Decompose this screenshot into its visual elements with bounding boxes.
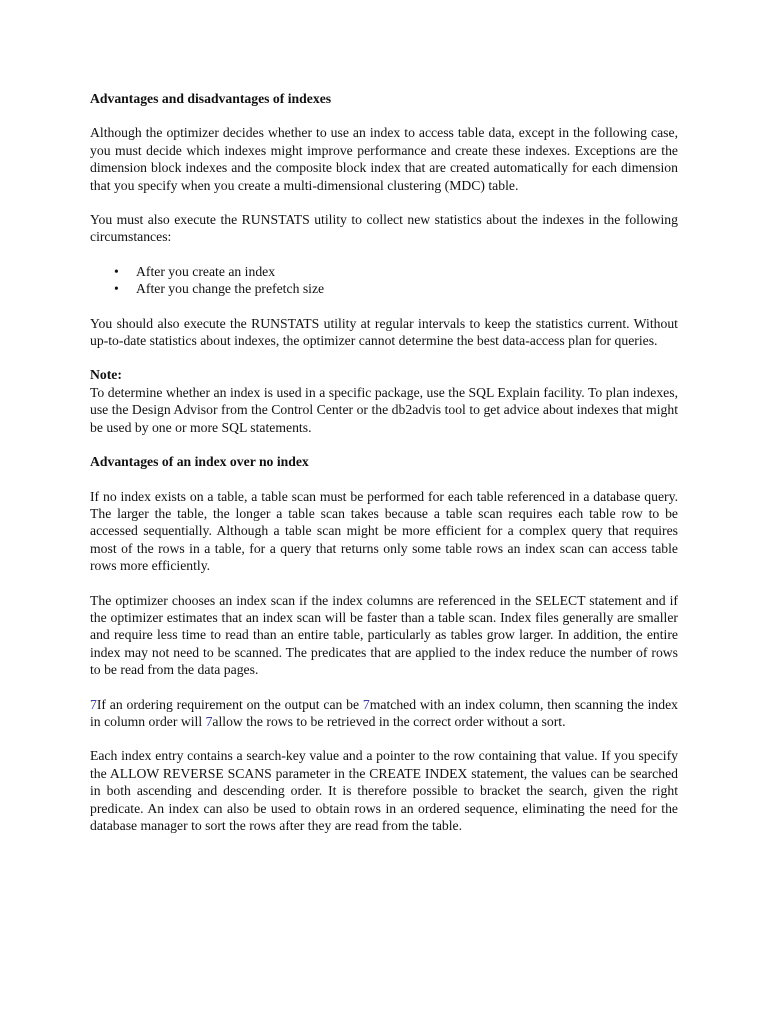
bullet-icon: • <box>114 263 119 279</box>
footnote-marker: 7 <box>362 696 370 712</box>
ordering-text-part1: If an ordering requirement on the output can be <box>96 696 363 712</box>
paragraph-optimizer-intro: Although the optimizer decides whether to use an index to access table data, except in the following case, you must decide which indexes might improve performance and create these indexes. Exceptions are the dimension block indexes and the composite block index that are created automatically for each dimension that you specify when you create a multi-dimensional clustering (MDC) table. <box>90 125 678 193</box>
list-item-text: After you change the prefetch size <box>136 281 325 297</box>
footnote-marker: 7 <box>205 713 213 729</box>
paragraph-index-entry: Each index entry contains a search-key value and a pointer to the row containing that value. If you specify the ALLOW REVERSE SCANS parameter in the CREATE INDEX statement, the values can be searched in both ascending and descending order. It is therefore possible to bracket the search, given the right predicate. An index can also be used to obtain rows in an ordered sequence, eliminating the need for the database manager to sort the rows after they are read from the table. <box>90 748 678 833</box>
note-label: Note: <box>90 367 122 383</box>
document-page <box>90 90 678 851</box>
heading-advantages-disadvantages: Advantages and disadvantages of indexes <box>90 91 332 106</box>
bullet-list <box>90 263 678 298</box>
paragraph-ordering-requirement <box>90 696 678 731</box>
paragraph-table-scan: If no index exists on a table, a table scan must be performed for each table referenced in a database query. The larger the table, the longer a table scan takes because a table scan requires each table row to be accessed sequentially. Although a table scan might be more efficient for a complex query that requires most of the rows in a table, for a query that returns only some table rows an index scan can access table rows more efficiently. <box>90 488 678 574</box>
ordering-text-part3: allow the rows to be retrieved in the correct order without a sort. <box>212 713 566 729</box>
list-item-text: After you create an index <box>136 263 276 279</box>
list-item <box>90 263 678 280</box>
ordering-text-part2: matched with an index column, then scanning the index in column order will <box>90 696 678 729</box>
paragraph-runstats-circumstances: You must also execute the RUNSTATS utility to collect new statistics about the indexes in the following circumstances: <box>90 212 678 245</box>
note-block <box>90 366 678 436</box>
heading-advantages-index: Advantages of an index over no index <box>90 454 309 470</box>
list-item <box>90 280 678 297</box>
paragraph-runstats-regular: You should also execute the RUNSTATS utility at regular intervals to keep the statistics current. Without up-to-date statistics about indexes, the optimizer cannot determine the best data-access plan for queries. <box>90 315 678 349</box>
paragraph-optimizer-chooses: The optimizer chooses an index scan if the index columns are referenced in the SELECT statement and if the optimizer estimates that an index scan will be faster than a table scan. Index files generally are smaller and require less time to read than an entire table, particularly as tables grow larger. In addition, the entire index may not need to be scanned. The predicates that are applied to the index reduce the number of rows to be read from the data pages. <box>90 592 678 678</box>
footnote-marker: 7 <box>90 696 97 712</box>
bullet-icon: • <box>114 281 119 297</box>
note-text: To determine whether an index is used in a specific package, use the SQL Explain facility. To plan indexes, use the Design Advisor from the Control Center or the db2advis tool to get advice about indexes that might be used by one or more SQL statements. <box>90 384 678 435</box>
